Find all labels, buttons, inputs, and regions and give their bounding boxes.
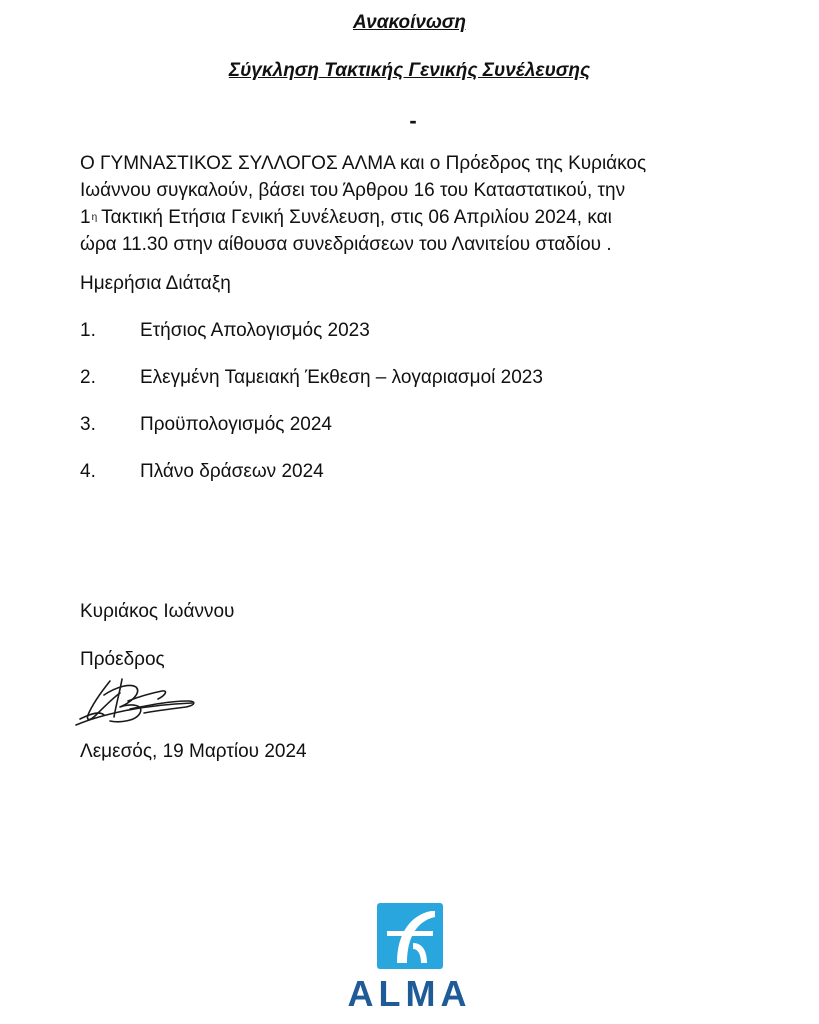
announcement-title: Ανακοίνωση	[352, 12, 467, 33]
paragraph-line-2: Ιωάννου συγκαλούν, βάσει του Άρθρου 16 του Καταστατικού, την	[80, 180, 626, 201]
agenda-item-text: Ετήσιος Απολογισμός 2023	[140, 320, 370, 341]
agenda-item-number: 1.	[80, 320, 96, 341]
signatory-role: Πρόεδρος	[80, 649, 165, 670]
alma-logo-icon	[377, 903, 443, 969]
place-and-date: Λεμεσός, 19 Μαρτίου 2024	[80, 741, 307, 762]
agenda-heading: Ημερήσια Διάταξη	[80, 273, 231, 294]
meeting-subject: Σύγκληση Τακτικής Γενικής Συνέλευσης	[228, 60, 591, 81]
paragraph-line-1: Ο ΓΥΜΝΑΣΤΙΚΟΣ ΣΥΛΛΟΓΟΣ ΑΛΜΑ και ο Πρόεδρος της Κυριάκος	[80, 153, 647, 174]
handwritten-signature	[70, 675, 205, 735]
signatory-name: Κυριάκος Ιωάννου	[80, 601, 235, 622]
paragraph-line-3	[80, 204, 740, 231]
ordinal-number: 1	[80, 207, 91, 228]
alma-logo-text: ALMA	[347, 973, 472, 1014]
agenda-item-text: Ελεγμένη Ταμειακή Έκθεση – λογαριασμοί 2023	[140, 367, 543, 388]
separator-dash: -	[409, 108, 417, 133]
ordinal-suffix: η	[91, 212, 98, 223]
paragraph-line-4: ώρα 11.30 στην αίθουσα συνεδριάσεων του Λανιτείου σταδίου .	[80, 234, 612, 255]
paragraph-line-3-text: Τακτική Ετήσια Γενική Συνέλευση, στις 06 Απριλίου 2024, και	[101, 207, 612, 228]
agenda-item-number: 4.	[80, 461, 96, 482]
agenda-item-number: 3.	[80, 414, 96, 435]
agenda-item-number: 2.	[80, 367, 96, 388]
announcement-paragraph	[80, 150, 740, 258]
agenda-item-text: Πλάνο δράσεων 2024	[140, 461, 324, 482]
agenda-item-text: Προϋπολογισμός 2024	[140, 414, 332, 435]
